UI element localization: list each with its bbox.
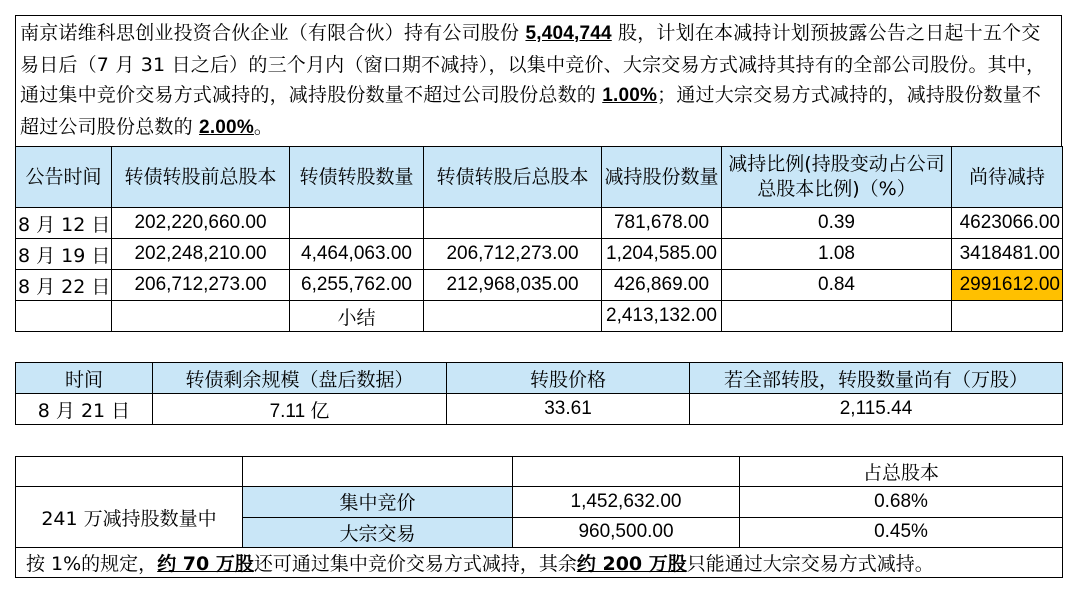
cell: 33.61 (447, 394, 690, 425)
note-bold-1: 约 70 万股 (157, 553, 254, 575)
cell: 426,869.00 (602, 270, 722, 301)
table-row (16, 239, 1063, 270)
table-header-row (16, 147, 1063, 208)
paragraph-text-2: 股，计划在本减持计划预披露公告之日起十五个交易日后（7 月 31 日之后）的三个月内（窗口期不减持），以集中竞价、大宗交易方式减持其持有的全部公司股份。其中，通过集中竞价交易方式减持的，减持股份数量不超过公司股份总数的 (20, 22, 1046, 106)
table-row (16, 270, 1063, 301)
empty-cell (952, 301, 1063, 332)
note-cell (16, 548, 1063, 578)
group-label: 241 万减持股数量中 (16, 487, 243, 548)
shares-held: 5,404,744 (525, 23, 612, 44)
col-header: 转债转股后总股本 (424, 147, 602, 208)
reduction-table (15, 146, 1063, 332)
cell: 1,204,585.00 (602, 239, 722, 270)
subtotal-row (16, 301, 1063, 332)
convertible-bond-table (15, 362, 1063, 425)
col-header: 若全部转股，转股数量尚有（万股） (690, 363, 1063, 394)
block-trade-limit-pct: 2.00% (199, 116, 254, 138)
cell: 0.45% (740, 517, 1063, 548)
col-header: 转债转股数量 (290, 147, 424, 208)
cell: 0.68% (740, 487, 1063, 518)
cell: 0.39 (722, 208, 952, 239)
note-text-1: 按 1%的规定， (26, 553, 158, 575)
note-row (16, 548, 1063, 578)
empty-cell (112, 301, 290, 332)
trade-method-table (15, 456, 1063, 578)
cell (290, 208, 424, 239)
auction-limit-pct: 1.00% (602, 85, 658, 106)
cell-date: 8 月 22 日 (16, 270, 112, 301)
note-text-2: 还可通过集中竞价交易方式减持，其余 (253, 553, 577, 575)
cell: 4,464,063.00 (290, 239, 424, 270)
cell-date: 8 月 21 日 (16, 394, 153, 425)
col-header: 转股价格 (447, 363, 690, 394)
empty-cell (424, 301, 602, 332)
cell: 4623066.00 (952, 208, 1063, 239)
table-row (16, 208, 1063, 239)
cell: 3418481.00 (952, 239, 1063, 270)
cell: 1,452,632.00 (513, 487, 740, 518)
announcement-paragraph (15, 15, 1062, 146)
subtotal-value: 2,413,132.00 (602, 301, 722, 332)
cell: 0.84 (722, 270, 952, 301)
paragraph-text-3: ；通过大宗交易方式减持的，减持股份数量不超过公司股份总数的 (20, 84, 1042, 138)
paragraph-text-4: 。 (253, 115, 274, 138)
empty-cell (722, 301, 952, 332)
col-header: 尚待减持 (952, 147, 1063, 208)
empty-cell (16, 457, 243, 487)
col-header: 减持比例(持股变动占公司总股本比例)（%） (722, 147, 952, 208)
cell: 202,220,660.00 (112, 208, 290, 239)
table-header-row (16, 363, 1063, 394)
cell-date: 8 月 12 日 (16, 208, 112, 239)
empty-cell (243, 457, 513, 487)
cell: 206,712,273.00 (424, 239, 602, 270)
col-header: 转债转股前总股本 (112, 147, 290, 208)
cell: 212,968,035.00 (424, 270, 602, 301)
cell: 7.11 亿 (153, 394, 447, 425)
table-row (16, 487, 1063, 518)
cell (424, 208, 602, 239)
table-header-row (16, 457, 1063, 487)
subtotal-label: 小结 (290, 301, 424, 332)
col-header: 公告时间 (16, 147, 112, 208)
note-text-3: 只能通过大宗交易方式减持。 (686, 553, 934, 575)
cell-date: 8 月 19 日 (16, 239, 112, 270)
note-bold-2: 约 200 万股 (576, 553, 687, 575)
table-row (16, 394, 1063, 425)
method-label: 集中竞价 (243, 487, 513, 518)
col-header: 转债剩余规模（盘后数据） (153, 363, 447, 394)
cell: 960,500.00 (513, 517, 740, 548)
empty-cell (513, 457, 740, 487)
paragraph-text-1: 南京诺维科思创业投资合伙企业（有限合伙）持有公司股份 (20, 22, 526, 44)
method-label: 大宗交易 (243, 517, 513, 548)
col-header-ratio: 占总股本 (740, 457, 1063, 487)
cell: 6,255,762.00 (290, 270, 424, 301)
cell: 2,115.44 (690, 394, 1063, 425)
cell: 1.08 (722, 239, 952, 270)
cell: 202,248,210.00 (112, 239, 290, 270)
highlighted-remaining-cell: 2991612.00 (952, 270, 1063, 301)
cell: 206,712,273.00 (112, 270, 290, 301)
col-header: 减持股份数量 (602, 147, 722, 208)
cell: 781,678.00 (602, 208, 722, 239)
col-header: 时间 (16, 363, 153, 394)
empty-cell (16, 301, 112, 332)
